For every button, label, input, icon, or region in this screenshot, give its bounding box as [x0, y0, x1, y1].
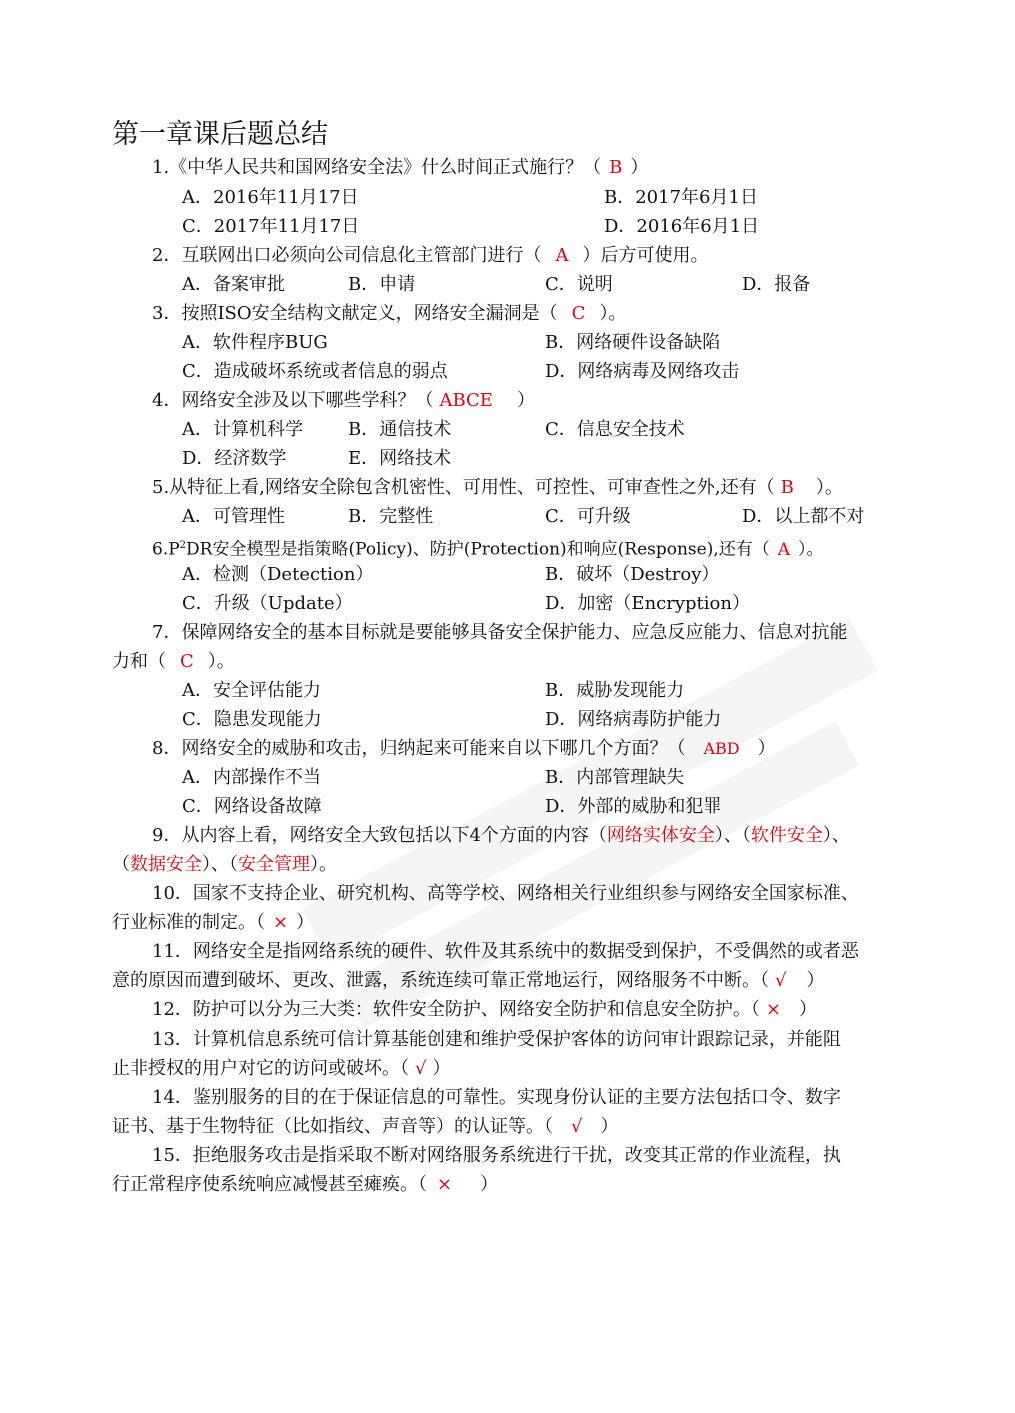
- answer-2: A: [555, 245, 569, 266]
- option-3b: B．网络硬件设备缺陷: [545, 332, 721, 353]
- option-2a: A．备案审批: [182, 274, 285, 295]
- answer-14: √: [571, 1116, 583, 1137]
- question-3: 3．按照ISO安全结构文献定义，网络安全漏洞是（ C ）。: [152, 303, 627, 324]
- answer-9-2: 软件安全: [750, 825, 823, 846]
- option-8b: B．内部管理缺失: [545, 767, 685, 788]
- option-2b: B．申请: [348, 274, 416, 295]
- question-12: 12．防护可以分为三大类：软件安全防护、网络安全防护和信息安全防护。（ × ）: [152, 999, 817, 1020]
- question-9-line2: （数据安全）、（安全管理）。: [112, 854, 337, 875]
- option-3a: A．软件程序BUG: [182, 332, 328, 353]
- question-9-line1: 9．从内容上看，网络安全大致包括以下4个方面的内容（网络实体安全）、（软件安全）、: [152, 825, 850, 846]
- answer-9-4: 安全管理: [238, 854, 310, 875]
- question-8: 8．网络安全的威胁和攻击，归纳起来可能来自以下哪几个方面？（ ABD ）: [152, 738, 776, 759]
- option-1c: C．2017年11月17日: [182, 216, 360, 237]
- option-5c: C．可升级: [545, 506, 631, 527]
- option-7a: A．安全评估能力: [182, 680, 321, 701]
- option-6c: C．升级（Update）: [182, 593, 353, 614]
- answer-9-3: 数据安全: [130, 854, 202, 875]
- question-1: 1.《中华人民共和国网络安全法》什么时间正式施行？（ B ）: [152, 157, 649, 178]
- option-7d: D．网络病毒防护能力: [545, 709, 722, 730]
- option-5d: D．以上都不对: [742, 506, 865, 527]
- option-1d: D．2016年6月1日: [604, 216, 760, 237]
- option-6a: A．检测（Detection）: [182, 564, 374, 585]
- question-4: 4．网络安全涉及以下哪些学科？（ ABCE ）: [152, 390, 535, 411]
- answer-8: ABD: [703, 739, 740, 758]
- question-7-line2: 力和（ C ）。: [112, 651, 235, 672]
- option-1b: B．2017年6月1日: [604, 187, 758, 208]
- question-11-line1: 11．网络安全是指网络系统的硬件、软件及其系统中的数据受到保护，不受偶然的或者恶: [152, 941, 859, 962]
- option-6d: D．加密（Encryption）: [545, 593, 750, 614]
- option-4d: D．经济数学: [182, 448, 287, 469]
- question-14-line2: 证书、基于生物特征（比如指纹、声音等）的认证等。（ √ ）: [112, 1116, 619, 1137]
- option-4b: B．通信技术: [348, 419, 452, 440]
- option-3c: C．造成破坏系统或者信息的弱点: [182, 361, 448, 382]
- question-7-line1: 7．保障网络安全的基本目标就是要能够具备安全保护能力、应急反应能力、信息对抗能: [152, 622, 848, 643]
- answer-9-1: 网络实体安全: [606, 825, 715, 846]
- answer-1: B: [609, 157, 623, 178]
- option-4a: A．计算机科学: [182, 419, 303, 440]
- question-14-line1: 14．鉴别服务的目的在于保证信息的可靠性。实现身份认证的主要方法包括口令、数字: [152, 1087, 841, 1108]
- answer-15: ×: [437, 1174, 453, 1195]
- option-1a: A．2016年11月17日: [182, 187, 359, 208]
- question-10-line1: 10．国家不支持企业、研究机构、高等学校、网络相关行业组织参与网络安全国家标准、: [152, 883, 859, 904]
- option-6b: B．破坏（Destroy）: [545, 564, 720, 585]
- question-15-line2: 行正常程序使系统响应减慢甚至瘫痪。（ × ）: [112, 1174, 499, 1195]
- question-13-line2: 止非授权的用户对它的访问或破坏。（ √ ）: [112, 1058, 451, 1079]
- question-15-line1: 15．拒绝服务攻击是指采取不断对网络服务系统进行干扰，改变其正常的作业流程，执: [152, 1145, 841, 1166]
- option-4c: C．信息安全技术: [545, 419, 685, 440]
- question-5: 5.从特征上看,网络安全除包含机密性、可用性、可控性、可审查性之外,还有（ B ）。: [152, 477, 843, 498]
- question-2: 2．互联网出口必须向公司信息化主管部门进行（ A ）后方可使用。: [152, 245, 709, 266]
- answer-10: ×: [273, 912, 289, 933]
- option-4e: E．网络技术: [348, 448, 452, 469]
- answer-5: B: [780, 477, 794, 498]
- option-2d: D．报备: [742, 274, 811, 295]
- option-7c: C．隐患发现能力: [182, 709, 322, 730]
- answer-13: √: [415, 1058, 427, 1079]
- answer-11: √: [775, 970, 787, 991]
- page-title: 第一章课后题总结: [112, 119, 328, 150]
- option-5a: A．可管理性: [182, 506, 285, 527]
- option-8a: A．内部操作不当: [182, 767, 321, 788]
- question-6: $6.P^2DR$安全模型是指策略(Policy)、防护(Protection)和响应(Response),还有（ A ）。: [152, 539, 824, 560]
- option-8c: C．网络设备故障: [182, 796, 322, 817]
- answer-4: ABCE: [439, 390, 493, 411]
- option-3d: D．网络病毒及网络攻击: [545, 361, 740, 382]
- option-8d: D．外部的威胁和犯罪: [545, 796, 722, 817]
- answer-7: C: [180, 651, 194, 672]
- question-13-line1: 13．计算机信息系统可信计算基能创建和维护受保护客体的访问审计跟踪记录，并能阻: [152, 1029, 841, 1050]
- answer-6: A: [777, 539, 791, 560]
- option-5b: B．完整性: [348, 506, 434, 527]
- answer-3: C: [571, 303, 586, 324]
- question-10-line2: 行业标准的制定。（ × ）: [112, 912, 315, 933]
- option-7b: B．威胁发现能力: [545, 680, 685, 701]
- question-11-line2: 意的原因而遭到破坏、更改、泄露，系统连续可靠正常地运行，网络服务不中断。（ √ ）: [112, 970, 825, 991]
- answer-12: ×: [765, 999, 781, 1020]
- option-2c: C．说明: [545, 274, 613, 295]
